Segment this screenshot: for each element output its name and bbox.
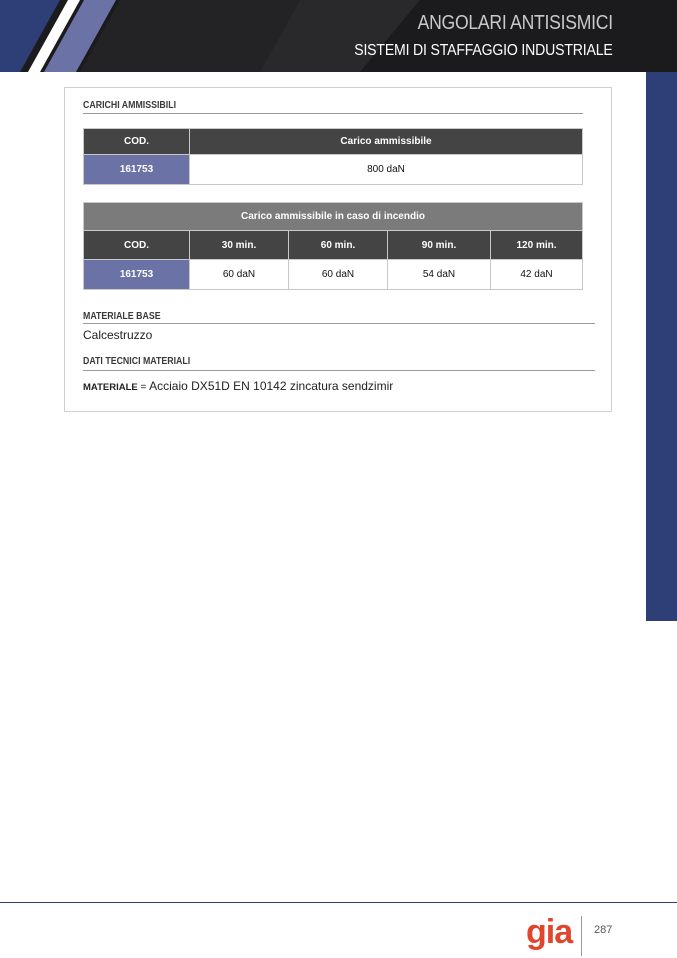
side-band [646,72,677,621]
header-decoration [0,0,677,72]
col-header-code: COD. [84,129,190,155]
section-divider [83,113,583,114]
materiale-key: MATERIALE [83,382,138,393]
col-header-120min: 120 min. [491,231,583,260]
cell-30min: 60 daN [190,260,289,290]
section-title-dati-tecnici: DATI TECNICI MATERIALI [83,356,191,367]
header-subtitle: SISTEMI DI STAFFAGGIO INDUSTRIALE [354,42,613,59]
section-title-materiale-base: MATERIALE BASE [83,311,161,322]
fire-load-table [83,202,583,290]
gia-logo: gia [526,913,573,951]
page-header [0,0,677,72]
cell-60min: 60 daN [289,260,388,290]
materiale-line [83,379,393,393]
cell-90min: 54 daN [388,260,491,290]
col-header-30min: 30 min. [190,231,289,260]
fire-table-title: Carico ammissibile in caso di incendio [84,203,583,231]
materiale-value: Acciaio DX51D EN 10142 zincatura sendzimir [149,379,394,393]
section-title-carichi: CARICHI AMMISSIBILI [83,100,177,111]
materiale-base-value: Calcestruzzo [83,328,153,342]
cell-load: 800 daN [190,155,583,185]
load-table [83,128,583,185]
section-divider [83,323,595,324]
cell-120min: 42 daN [491,260,583,290]
header-title: ANGOLARI ANTISISMICI [417,12,613,34]
cell-code: 161753 [84,155,190,185]
col-header-load: Carico ammissibile [190,129,583,155]
col-header-60min: 60 min. [289,231,388,260]
col-header-90min: 90 min. [388,231,491,260]
content-box [64,87,612,412]
logo-separator [581,916,582,956]
footer-divider [0,902,677,903]
section-divider [83,370,595,371]
cell-code: 161753 [84,260,190,290]
page-number: 287 [594,924,613,936]
col-header-code: COD. [84,231,190,260]
materiale-equals: = [137,382,150,393]
